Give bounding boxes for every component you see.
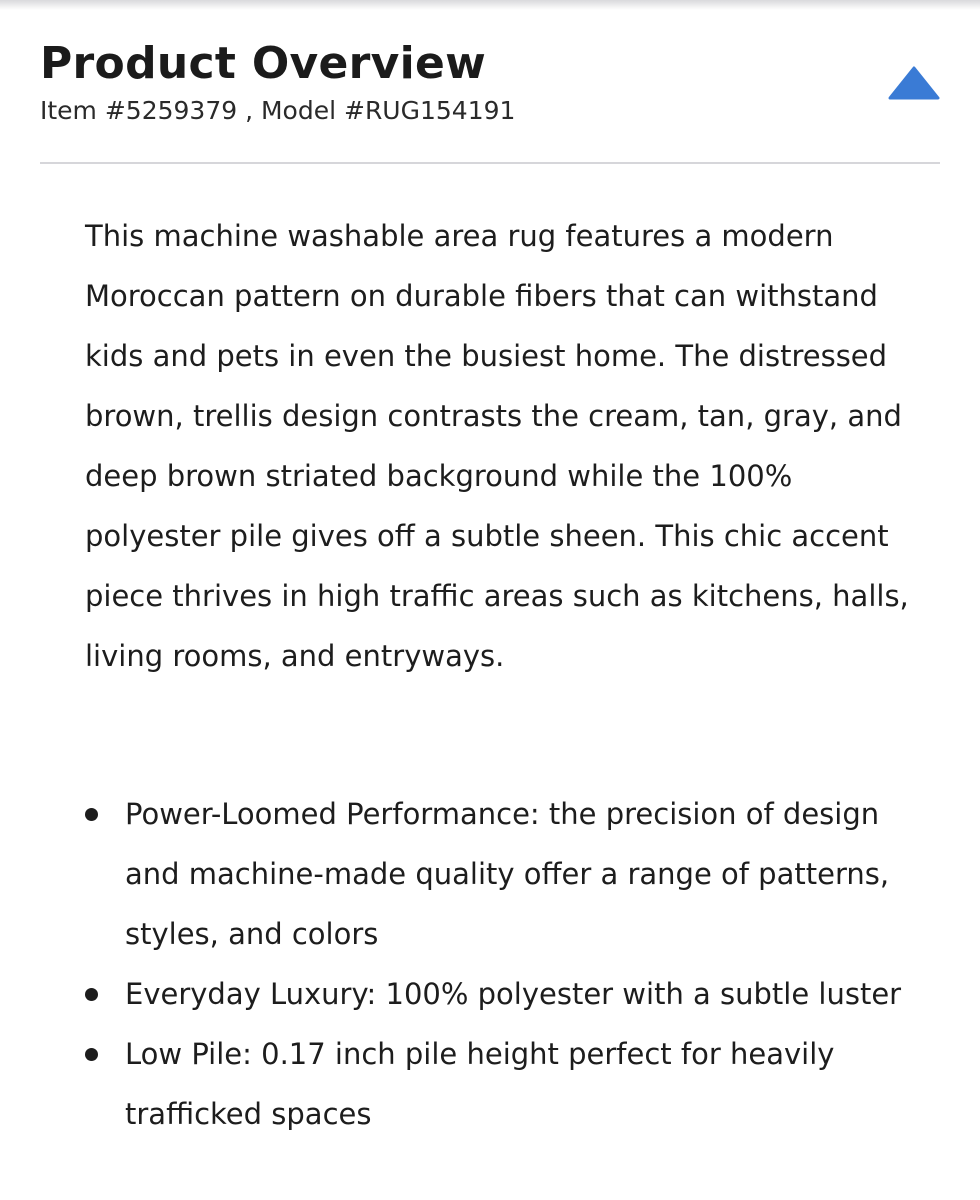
caret-up-icon[interactable] bbox=[888, 66, 940, 102]
feature-list bbox=[85, 784, 915, 1144]
section-title: Product Overview bbox=[40, 38, 487, 89]
product-description: This machine washable area rug features a modern Moroccan pattern on durable fibers that can withstand kids and pets in even the busiest home. The distressed brown, trellis design contrasts the cream, tan, gray, and deep brown striated background while the 100% polyester pile gives off a subtle sheen. This chic accent piece thrives in high traffic areas such as kitchens, halls, living rooms, and entryways. bbox=[85, 219, 909, 673]
feature-item bbox=[85, 1024, 915, 1144]
top-divider-shadow bbox=[0, 0, 980, 10]
bullet-icon bbox=[85, 808, 98, 821]
product-overview-header[interactable] bbox=[40, 38, 940, 164]
item-model-number: Item #5259379 , Model #RUG154191 bbox=[40, 96, 516, 125]
feature-item bbox=[85, 784, 915, 964]
bullet-icon bbox=[85, 988, 98, 1001]
feature-text: Low Pile: 0.17 inch pile height perfect for heavily trafficked spaces bbox=[125, 1037, 835, 1131]
bullet-icon bbox=[85, 1048, 98, 1061]
feature-item bbox=[85, 964, 915, 1024]
feature-text: Everyday Luxury: 100% polyester with a subtle luster bbox=[125, 977, 902, 1011]
feature-text: Power-Loomed Performance: the precision of design and machine-made quality offer a range of patterns, styles, and colors bbox=[125, 797, 890, 951]
